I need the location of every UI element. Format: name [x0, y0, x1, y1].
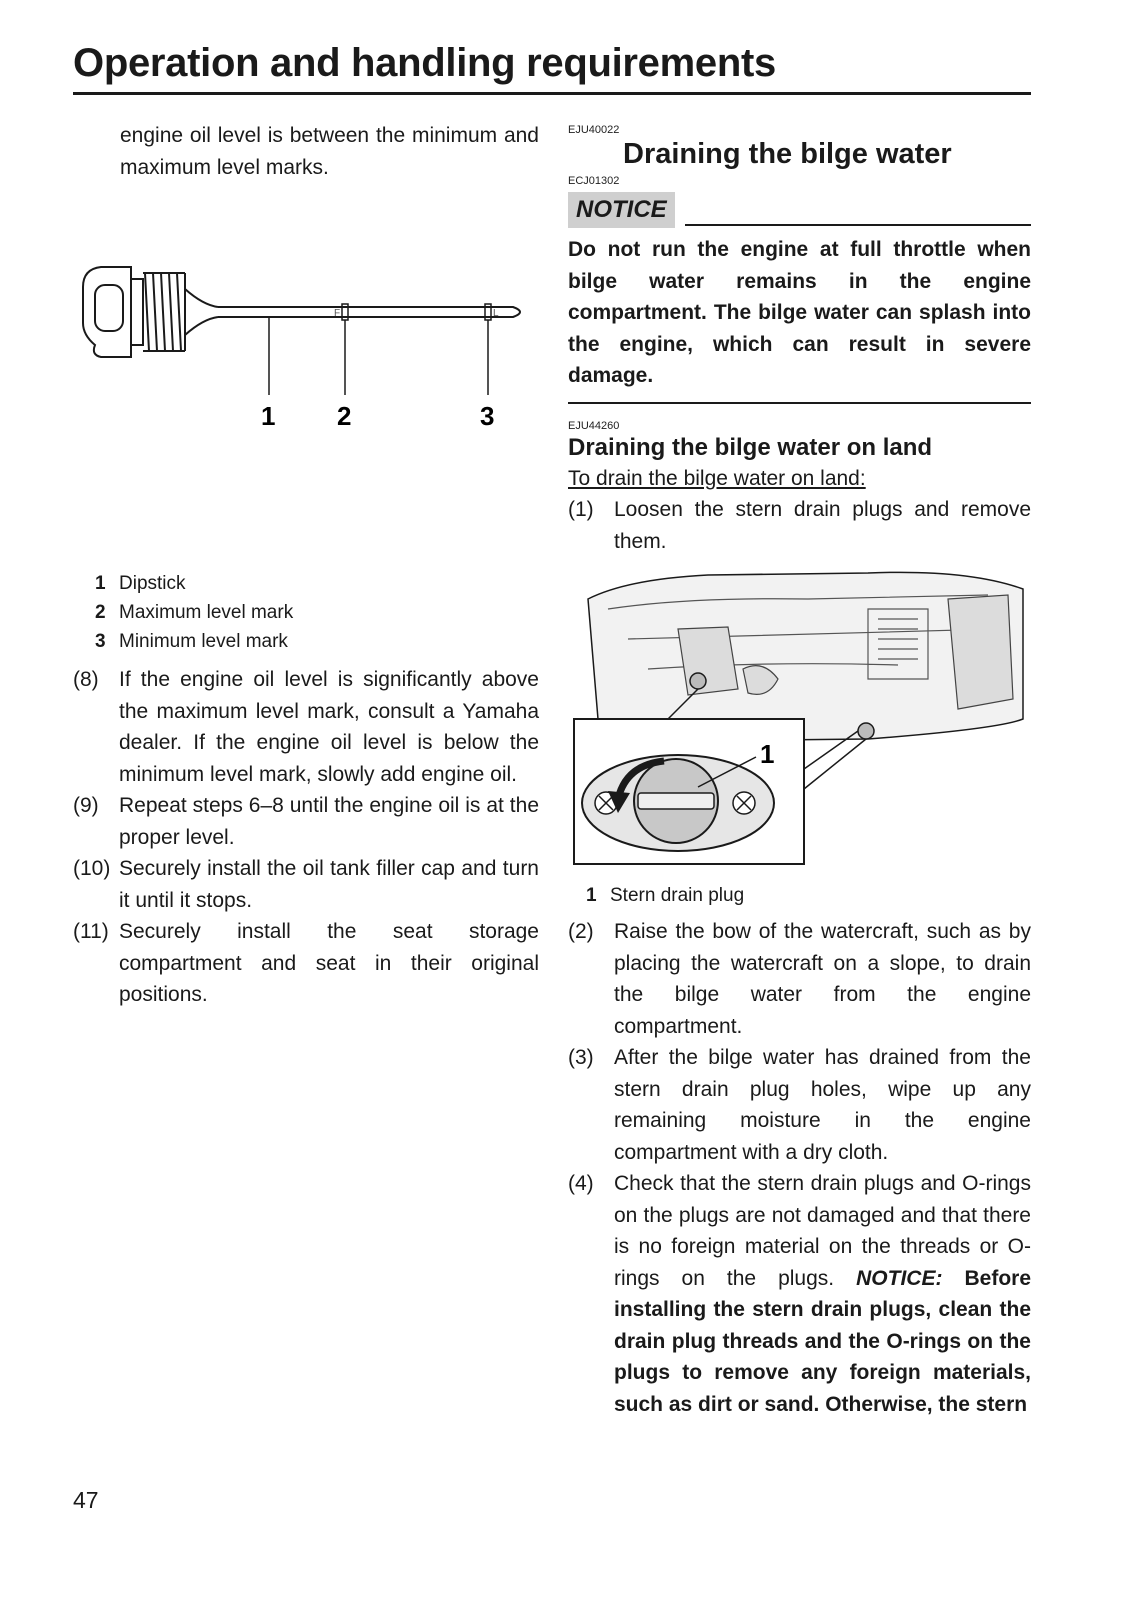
callout-number: 2 — [337, 401, 352, 431]
notice-rule — [685, 224, 1031, 226]
left-column — [73, 120, 539, 1011]
drain-steps — [568, 916, 1031, 1420]
step-item: (8) If the engine oil level is significantly above the maximum level mark, consult a Yamaha dealer. If the engine oil level is below the minimum level mark, slowly add engine oil. — [73, 668, 539, 786]
step-item: (1) Loosen the stern drain plugs and remove them. — [568, 498, 1031, 553]
page-header — [73, 38, 1031, 95]
plug-slot — [638, 793, 714, 809]
drain-hole-right — [858, 723, 874, 739]
dipstick-thread — [143, 273, 185, 351]
min-level-mark-label: L — [493, 308, 499, 319]
step-item: (11) Securely install the seat storage compartment and seat in their original positions. — [73, 920, 539, 1006]
stern-drain-illustration — [568, 569, 1031, 879]
dipstick-caption-list — [73, 569, 539, 656]
dipstick-illustration — [73, 227, 539, 527]
callout-number: 1 — [261, 401, 276, 431]
step-item: (2) Raise the bow of the watercraft, such as by placing the watercraft on a slope, to drain the bilge water from the engine compartment. — [568, 920, 1031, 1038]
right-column — [568, 124, 1031, 1420]
caption-item: 2 Maximum level mark — [95, 602, 294, 623]
inline-notice-label: NOTICE: — [856, 1266, 943, 1290]
step-item: (10) Securely install the oil tank filler cap and turn it until it stops. — [73, 857, 539, 912]
callout-number: 3 — [480, 401, 495, 431]
drain-steps-start — [568, 494, 1031, 557]
page-title: Operation and handling requirements — [73, 41, 776, 85]
reference-code: EJU40022 — [568, 124, 620, 136]
step-item: (9) Repeat steps 6–8 until the engine oil is at the proper level. — [73, 794, 539, 849]
drain-hole-left — [690, 673, 706, 689]
caption-item: 1 Stern drain plug — [586, 885, 745, 906]
intro-text: engine oil level is between the minimum and maximum level marks. — [120, 124, 539, 179]
step-item: (4) Check that the stern drain plugs and O-rings on the plugs are not damaged and that there is no foreign material on the threads or O-rings on the plugs. NOTICE: Before installing the stern drain plugs, clean the drain plug threads and the O-rings on the plugs to remove any foreign materials, such as dirt or sand. Otherwise, the stern — [568, 1172, 1032, 1416]
dipstick-collar — [131, 279, 143, 345]
oil-check-steps — [73, 664, 539, 1011]
step-item: (3) After the bilge water has drained from the stern drain plug holes, wipe up any remaining moisture in the engine compartment with a dry cloth. — [568, 1046, 1031, 1164]
step-4-text: Check that the stern drain plugs and O-rings on the plugs are not damaged and that there is no foreign material on the threads or O-rings on the plugs. — [614, 1172, 1031, 1290]
reference-code: ECJ01302 — [568, 175, 620, 187]
drain-caption-list — [568, 881, 1031, 910]
reference-code: EJU44260 — [568, 419, 620, 432]
max-level-mark-label: F — [334, 308, 341, 319]
callout-number: 1 — [760, 739, 775, 769]
notice-badge: NOTICE — [568, 192, 675, 228]
notice-header — [568, 192, 1031, 228]
inline-notice-text: Before installing the stern drain plugs, clean the drain plug threads and the O-rings on the plugs to remove any foreign materials, such as dirt or sand. Otherwise, the stern — [614, 1266, 1032, 1416]
notice-text: Do not run the engine at full throttle when bilge water remains in the engine compartment. The bilge water can splash into the engine, which can result in severe damage. — [568, 234, 1031, 404]
section-title: Draining the bilge water — [623, 138, 952, 170]
dipstick-rod — [218, 307, 520, 317]
caption-item: 3 Minimum level mark — [95, 631, 288, 652]
page-number: 47 — [73, 1487, 99, 1513]
dipstick-cap-slot — [95, 285, 123, 331]
caption-item: 1 Dipstick — [95, 573, 186, 594]
dipstick-taper — [185, 289, 218, 335]
procedure-lead: To drain the bilge water on land: — [568, 466, 866, 490]
subsection-title: Draining the bilge water on land — [568, 433, 933, 461]
